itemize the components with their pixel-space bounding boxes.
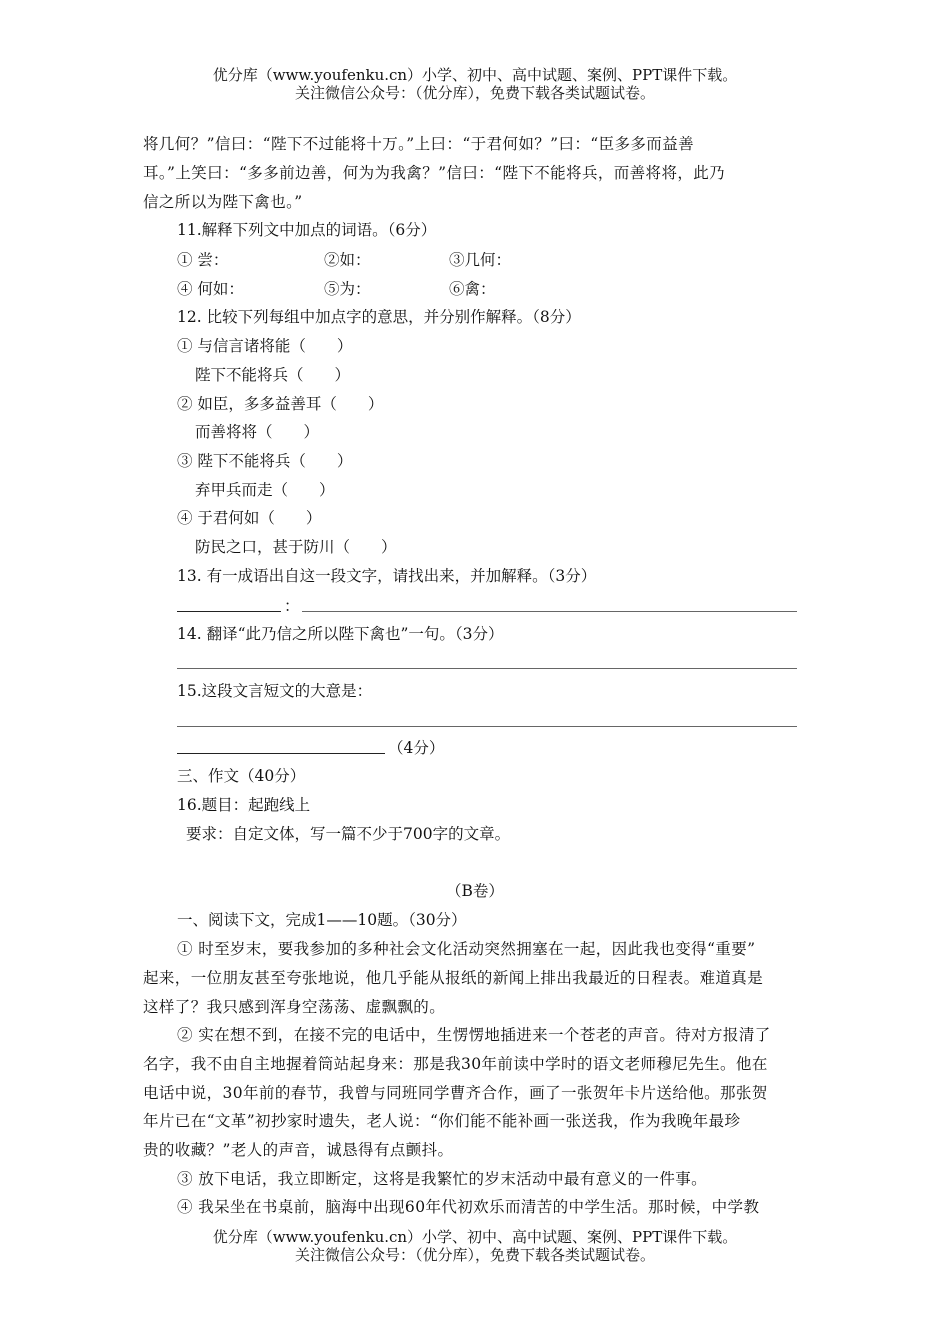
answer-line[interactable] bbox=[177, 726, 797, 727]
passage-line: 将几何？”信曰：“陛下不过能将十万。”上曰：“于君何如？”曰：“臣多多而益善 bbox=[143, 135, 694, 153]
q11-item: ⑤为： bbox=[324, 280, 371, 298]
reading-line: 名字，我不由自主地握着筒站起身来：那是我30年前读中学时的语文老师穆尼先生。他在 bbox=[143, 1055, 768, 1073]
reading-line: 贵的收藏？”老人的声音，诚恳得有点颤抖。 bbox=[143, 1141, 454, 1159]
passage-line: 信之所以为陛下禽也。” bbox=[143, 193, 303, 211]
q14-title: 14. 翻译“此乃信之所以陛下禽也”一句。（3分） bbox=[177, 625, 504, 643]
reading-line: ① 时至岁末，要我参加的多种社会文化活动突然拥塞在一起，因此我也变得“重要” bbox=[177, 940, 756, 958]
q12-line: 弃甲兵而走（ ） bbox=[195, 481, 335, 499]
reading-line: 年片已在“文革”初抄家时遗失，老人说：“你们能不能补画一张送我，作为我晚年最珍 bbox=[143, 1112, 741, 1130]
q12-line: ④ 于君何如（ ） bbox=[177, 509, 322, 527]
reading-line: 电话中说，30年前的春节，我曾与同班同学曹齐合作，画了一张贺年卡片送给他。那张贺 bbox=[143, 1084, 768, 1102]
header-line-2: 关注微信公众号：（优分库），免费下载各类试题试卷。 bbox=[294, 84, 655, 102]
answer-line[interactable] bbox=[177, 611, 281, 612]
q16-requirement: 要求：自定文体，写一篇不少于700字的文章。 bbox=[186, 825, 511, 843]
q15-title: 15.这段文言短文的大意是： bbox=[177, 682, 373, 700]
q12-line: ③ 陛下不能将兵（ ） bbox=[177, 452, 353, 470]
q11-item: ④ 何如： bbox=[177, 280, 244, 298]
q12-line: 而善将将（ ） bbox=[195, 423, 320, 441]
reading-line: 起来，一位朋友甚至夸张地说，他几乎能从报纸的新闻上排出我最近的日程表。难道真是 bbox=[143, 969, 764, 987]
answer-line[interactable] bbox=[177, 753, 385, 754]
passage-line: 耳。”上笑曰：“多多前边善，何为为我禽？”信曰：“陛下不能将兵，而善将将，此乃 bbox=[143, 164, 726, 182]
q11-item: ① 尝： bbox=[177, 251, 229, 269]
q11-item: ③几何： bbox=[449, 251, 512, 269]
footer-line-2: 关注微信公众号：（优分库），免费下载各类试题试卷。 bbox=[294, 1246, 655, 1264]
q12-line: 陛下不能将兵（ ） bbox=[195, 366, 351, 384]
footer-line-1: 优分库（www.youfenku.cn）小学、初中、高中试题、案例、PPT课件下载。 bbox=[212, 1228, 738, 1246]
q12-title: 12. 比较下列每组中加点字的意思，并分别作解释。（8分） bbox=[177, 308, 581, 326]
q16-title: 16.题目：起跑线上 bbox=[177, 796, 311, 814]
q11-item: ⑥禽： bbox=[449, 280, 496, 298]
q15-score: （4分） bbox=[388, 739, 445, 757]
q11-item: ②如： bbox=[324, 251, 371, 269]
page-footer bbox=[0, 1228, 950, 1264]
reading-line: ④ 我呆坐在书桌前，脑海中出现60年代初欢乐而清苦的中学生活。那时候，中学教 bbox=[177, 1198, 760, 1216]
answer-line[interactable] bbox=[177, 668, 797, 669]
reading-line: ② 实在想不到，在接不完的电话中，生愣愣地插进来一个苍老的声音。待对方报清了 bbox=[177, 1026, 771, 1044]
q13-title: 13. 有一成语出自这一段文字，请找出来，并加解释。（3分） bbox=[177, 567, 597, 585]
part-b-intro: 一、阅读下文，完成1——10题。（30分） bbox=[177, 911, 467, 929]
q12-line: ② 如臣，多多益善耳（ ） bbox=[177, 395, 384, 413]
page-header bbox=[0, 66, 950, 102]
q11-title: 11.解释下列文中加点的词语。（6分） bbox=[177, 221, 437, 239]
reading-line: 这样了？我只感到浑身空荡荡、虚飘飘的。 bbox=[143, 998, 446, 1016]
part-b-title: （B卷） bbox=[446, 882, 504, 900]
q12-line: ① 与信言诸将能（ ） bbox=[177, 337, 353, 355]
q12-line: 防民之口，甚于防川（ ） bbox=[195, 538, 397, 556]
section3-title: 三、作文（40分） bbox=[177, 767, 306, 785]
answer-line[interactable] bbox=[302, 611, 797, 612]
reading-line: ③ 放下电话，我立即断定，这将是我繁忙的岁末活动中最有意义的一件事。 bbox=[177, 1170, 708, 1188]
header-line-1: 优分库（www.youfenku.cn）小学、初中、高中试题、案例、PPT课件下载。 bbox=[212, 66, 738, 84]
q13-colon: ： bbox=[284, 597, 300, 615]
